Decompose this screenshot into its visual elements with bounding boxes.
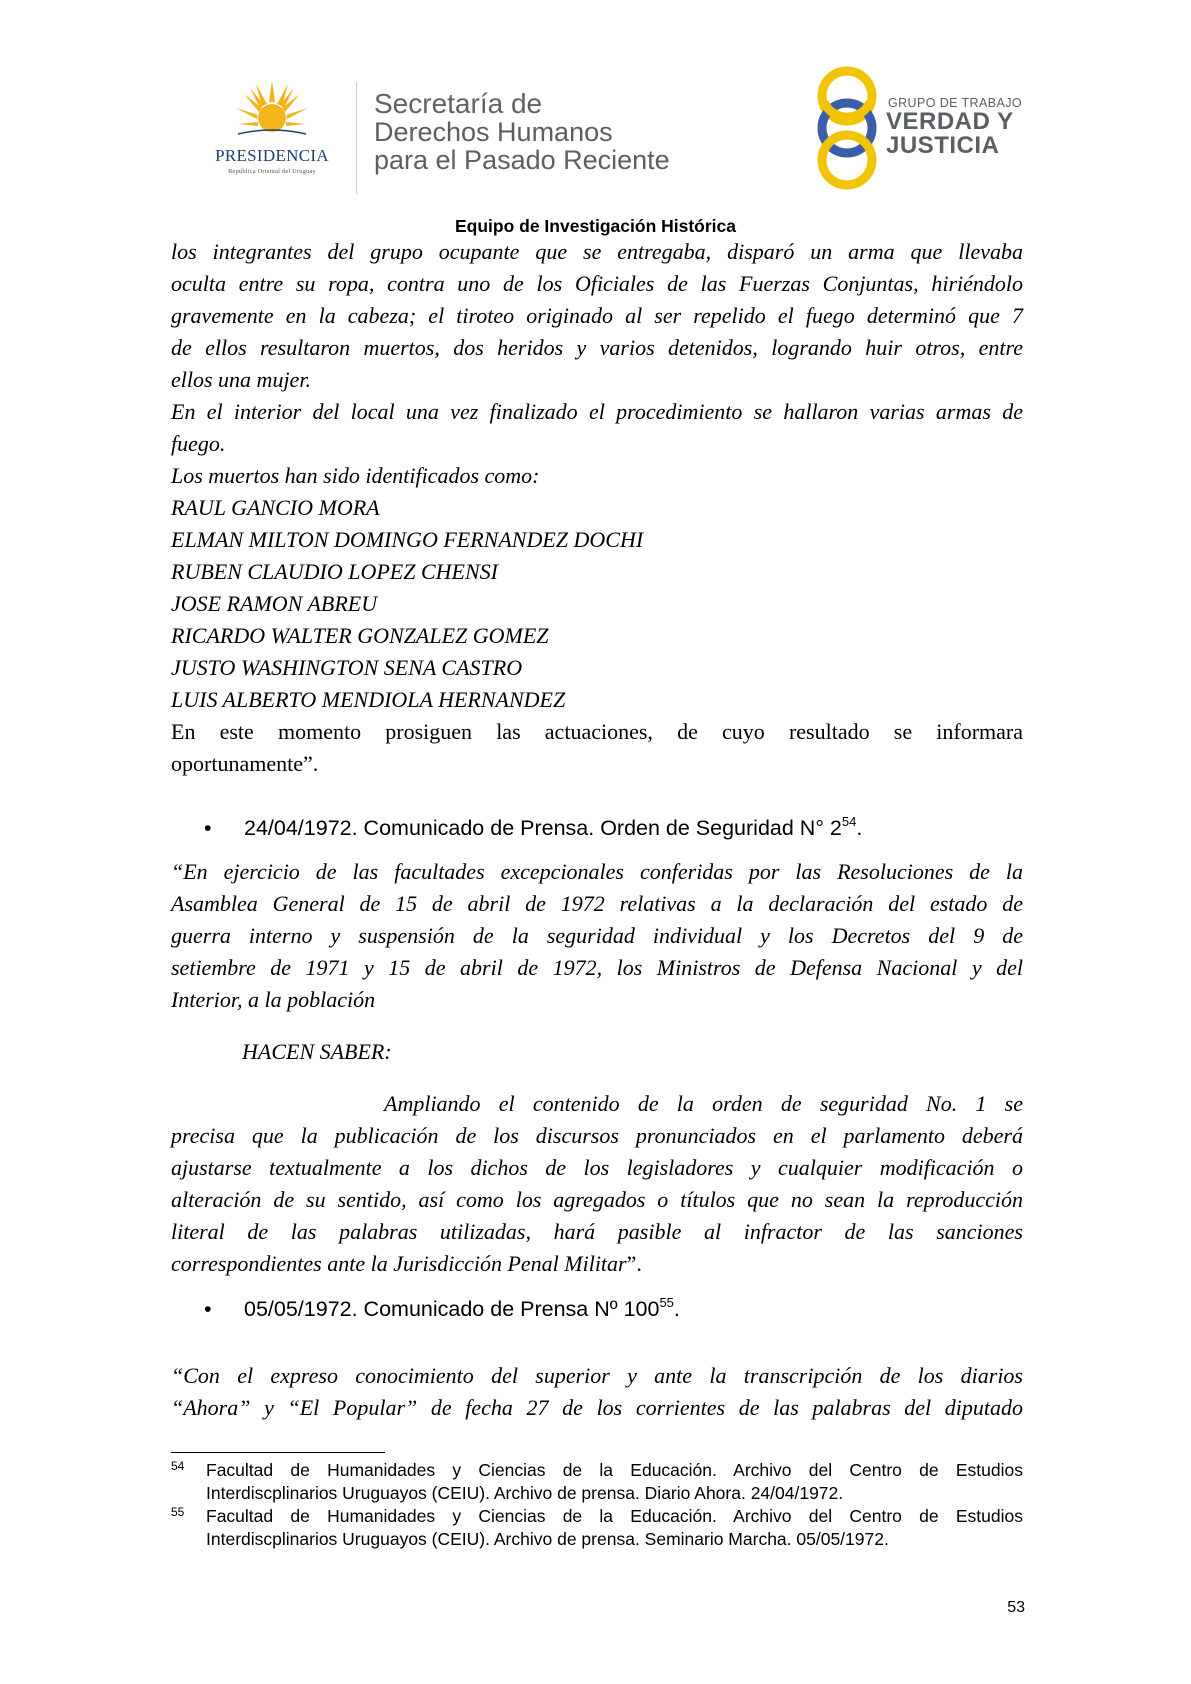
logo-divider [356, 82, 357, 194]
text-line: Interior, a la población [171, 987, 376, 1012]
quote-1 [171, 856, 1023, 1016]
text-line: oculta entre su ropa, contra uno de los Oficiales de las Fuerzas Conjuntas, hiriéndolo [171, 271, 1023, 296]
quote-end: ”. [626, 1251, 642, 1276]
bullet-icon: • [204, 816, 212, 840]
footnote-ref[interactable]: 54 [841, 814, 857, 829]
footnote-55 [171, 1505, 1023, 1551]
bullet-text: 24/04/1972. Comunicado de Prensa. Orden de Seguridad N° 2 [244, 816, 842, 840]
text-line: Asamblea General de 15 de abril de 1972 relativas a la declaración del estado de [171, 891, 1023, 916]
text-line: literal de las palabras utilizadas, hará pasible al infractor de las sanciones [171, 1219, 1023, 1244]
footnote-text: Interdiscplinarios Uruguayos (CEIU). Archivo de prensa. Diario Ahora. 24/04/1972. [206, 1483, 844, 1503]
grupo-line-3: JUSTICIA [886, 132, 1000, 159]
text-line: ajustarse textualmente a los dichos de los legisladores y cualquier modificación o [171, 1155, 1023, 1180]
footnote-text: Facultad de Humanidades y Ciencias de la Educación. Archivo del Centro de Estudios [206, 1460, 1023, 1480]
secretaria-line-1: Secretaría de [374, 88, 543, 119]
secretaria-line-3: para el Pasado Reciente [374, 145, 670, 175]
paragraph-closing [171, 716, 1023, 780]
hacen-saber: HACEN SABER: [242, 1039, 392, 1064]
bullet-end: . [856, 816, 863, 840]
name-item: RUBEN CLAUDIO LOPEZ CHENSI [171, 559, 498, 584]
name-item: RAUL GANCIO MORA [171, 495, 380, 520]
name-item: JOSE RAMON ABREU [171, 591, 378, 616]
bullet-end: . [673, 1297, 680, 1321]
text-line: Los muertos han sido identificados como: [171, 463, 540, 488]
presidencia-name: PRESIDENCIA [215, 146, 329, 165]
bullet-text: 05/05/1972. Comunicado de Prensa Nº 100 [244, 1297, 660, 1321]
team-title: Equipo de Investigación Histórica [454, 216, 737, 236]
text-line: precisa que la publicación de los discursos pronunciados en el parlamento deberá [171, 1123, 1023, 1148]
page-number: 53 [1007, 1599, 1025, 1616]
footnote-54 [171, 1459, 1023, 1505]
text-line: “Con el expreso conocimiento del superior y ante la transcripción de los diarios [171, 1363, 1023, 1388]
paragraph-1 [171, 236, 1023, 716]
footnote-number: 55 [171, 1505, 185, 1519]
grupo-line-1: GRUPO DE TRABAJO [888, 96, 1022, 110]
text-line: fuego. [171, 431, 226, 456]
sun-icon [234, 78, 310, 142]
text-line: setiembre de 1971 y 15 de abril de 1972, los Ministros de Defensa Nacional y del [171, 955, 1023, 980]
quote-2 [171, 1088, 1023, 1280]
linked-rings-icon [810, 62, 884, 192]
text-line: ellos una mujer. [171, 367, 311, 392]
footnote-number: 54 [171, 1459, 185, 1473]
presidencia-logo [196, 78, 348, 198]
footnote-ref[interactable]: 55 [659, 1295, 674, 1310]
text-line: “En ejercicio de las facultades excepcionales conferidas por las Resoluciones de la [171, 859, 1023, 884]
grupo-verdad-justicia-logo [810, 62, 1030, 192]
footnote-text: Facultad de Humanidades y Ciencias de la Educación. Archivo del Centro de Estudios [206, 1506, 1023, 1526]
footnote-text: Interdiscplinarios Uruguayos (CEIU). Archivo de prensa. Seminario Marcha. 05/05/1972. [206, 1529, 889, 1549]
text-line: alteración de su sentido, así como los agregados o títulos que no sean la reproducción [171, 1187, 1023, 1212]
footnote-divider [171, 1452, 385, 1453]
name-item: JUSTO WASHINGTON SENA CASTRO [171, 655, 523, 680]
name-item: ELMAN MILTON DOMINGO FERNANDEZ DOCHI [171, 527, 644, 552]
text-line: En este momento prosiguen las actuaciones, de cuyo resultado se informara [171, 719, 1023, 744]
text-line: “Ahora” y “El Popular” de fecha 27 de los corrientes de las palabras del diputado [171, 1395, 1023, 1420]
bullet-icon: • [204, 1297, 212, 1321]
secretaria-line-2: Derechos Humanos [374, 117, 613, 147]
name-item: LUIS ALBERTO MENDIOLA HERNANDEZ [171, 687, 566, 712]
text-line: gravemente en la cabeza; el tiroteo originado al ser repelido el fuego determinó que 7 [171, 303, 1023, 328]
text-line: En el interior del local una vez finalizado el procedimiento se hallaron varias armas de [171, 399, 1023, 424]
page-header [0, 58, 1191, 208]
text-line: Ampliando el contenido de la orden de seguridad No. 1 se [384, 1091, 1023, 1116]
grupo-line-2: VERDAD Y [886, 108, 1014, 135]
presidencia-subtitle: República Oriental del Uruguay [228, 168, 316, 175]
text-line: los integrantes del grupo ocupante que se entregaba, disparó un arma que llevaba [171, 239, 1023, 264]
text-line: correspondientes ante la Jurisdicción Penal Militar [171, 1251, 627, 1276]
secretaria-logo-text [374, 90, 670, 174]
text-line: guerra interno y suspensión de la seguridad individual y los Decretos del 9 de [171, 923, 1023, 948]
text-line: de ellos resultaron muertos, dos heridos y varios detenidos, logrando huir otros, entre [171, 335, 1023, 360]
quote-3 [171, 1360, 1023, 1424]
name-item: RICARDO WALTER GONZALEZ GOMEZ [171, 623, 549, 648]
text-line: oportunamente”. [171, 751, 319, 776]
